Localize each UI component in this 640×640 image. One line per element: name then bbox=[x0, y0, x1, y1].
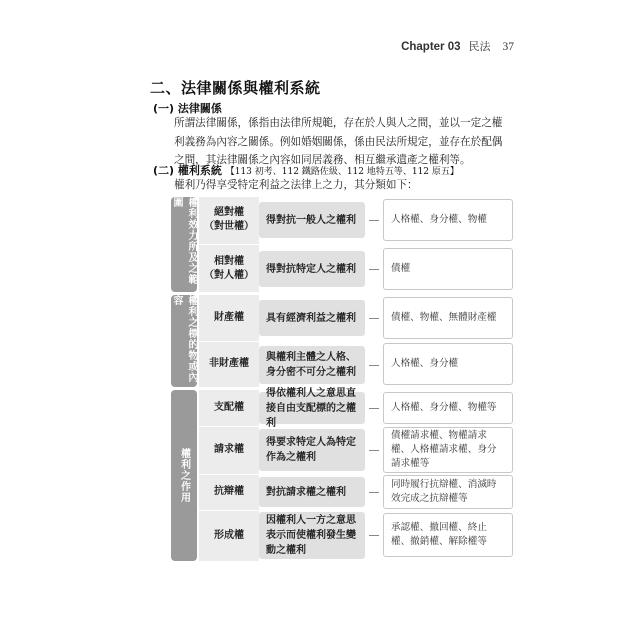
sub1-line-3: 之間，其法律關係之內容如同居義務、相互繼承遺產之權利等。 bbox=[174, 154, 471, 166]
row-def-dominion-right: 得依權利人之意思直接自由支配標的之權利 bbox=[259, 392, 365, 424]
row-ex-relative-right: 債權 bbox=[383, 248, 513, 290]
row-name-absolute-right: 絕對權 （對世權） bbox=[204, 207, 254, 232]
exam-tag: 【113 初考、112 鐵路佐級、112 地特五等、112 原五】 bbox=[225, 167, 459, 177]
row-name-claim-right: 請求權 bbox=[214, 444, 244, 455]
row-name-defense-right: 抗辯權 bbox=[214, 486, 244, 497]
row-ex-claim-right: 債權請求權、物權請求權、人格權請求權、身分請求權等 bbox=[383, 427, 513, 473]
row-ex-nonproperty-right: 人格權、身分權 bbox=[383, 343, 513, 385]
sub1-line-1: 所謂法律關係，係指由法律所規範，存在於人與人之間，並以一定之權 bbox=[174, 117, 503, 129]
row-name-nonproperty-right: 非財產權 bbox=[209, 358, 249, 369]
row-ex-dominion-right: 人格權、身分權、物權等 bbox=[383, 392, 513, 424]
category-function-label: 權利之作用 bbox=[178, 448, 190, 503]
connector bbox=[369, 408, 379, 409]
row-divider bbox=[199, 244, 259, 245]
row-def-property-right: 具有經濟利益之權利 bbox=[259, 300, 365, 336]
page-number: 37 bbox=[502, 41, 514, 53]
connector bbox=[369, 365, 379, 366]
connector bbox=[369, 535, 379, 536]
connector bbox=[369, 492, 379, 493]
category-object-label: 權利之標的物或內容 bbox=[171, 295, 197, 383]
category-object bbox=[171, 295, 197, 387]
row-name-relative-right: 相對權 （對人權） bbox=[204, 256, 254, 281]
row-def-relative-right: 得對抗特定人之權利 bbox=[259, 251, 365, 287]
sub2-heading-text: (二) 權利系統 bbox=[153, 164, 222, 177]
connector bbox=[369, 318, 379, 319]
row-divider bbox=[199, 510, 259, 511]
category-scope-label: 權利效力所及之範圍 bbox=[171, 197, 197, 285]
row-def-formation-right: 因權利人一方之意思表示而使權利發生變動之權利 bbox=[259, 512, 365, 559]
subject-label: 民法 bbox=[468, 40, 491, 53]
row-def-defense-right: 對抗請求權之權利 bbox=[259, 477, 365, 507]
connector bbox=[369, 220, 379, 221]
sub2-intro: 權利乃得享受特定利益之法律上之力，其分類如下： bbox=[174, 179, 418, 191]
row-def-absolute-right: 得對抗一般人之權利 bbox=[259, 202, 365, 238]
row-name-property-right: 財產權 bbox=[214, 312, 244, 323]
connector bbox=[369, 450, 379, 451]
row-divider bbox=[199, 426, 259, 427]
category-scope bbox=[171, 197, 197, 292]
section-title: 二、法律關係與權利系統 bbox=[150, 79, 321, 97]
row-def-nonproperty-right: 與權利主體之人格、身分密不可分之權利 bbox=[259, 346, 365, 384]
row-divider bbox=[199, 341, 259, 342]
category-function bbox=[171, 390, 197, 561]
sub1-heading: (一) 法律關係 bbox=[153, 102, 222, 115]
row-ex-formation-right: 承認權、撤回權、終止權、撤銷權、解除權等 bbox=[383, 513, 513, 557]
rights-classification-table bbox=[171, 197, 513, 561]
row-def-claim-right: 得要求特定人為特定作為之權利 bbox=[259, 429, 365, 471]
row-ex-defense-right: 同時履行抗辯權、消滅時效完成之抗辯權等 bbox=[383, 475, 513, 509]
row-ex-property-right: 債權、物權、無體財產權 bbox=[383, 297, 513, 339]
connector bbox=[369, 269, 379, 270]
chapter-label: Chapter 03 bbox=[401, 41, 461, 53]
row-divider bbox=[199, 474, 259, 475]
row-name-dominion-right: 支配權 bbox=[214, 402, 244, 413]
running-header bbox=[401, 38, 514, 54]
row-name-formation-right: 形成權 bbox=[214, 529, 244, 541]
sub1-line-2: 利義務為內容之關係。例如婚姻關係，係由民法所規定，並存在於配偶 bbox=[174, 135, 503, 148]
row-ex-absolute-right: 人格權、身分權、物權 bbox=[383, 199, 513, 241]
